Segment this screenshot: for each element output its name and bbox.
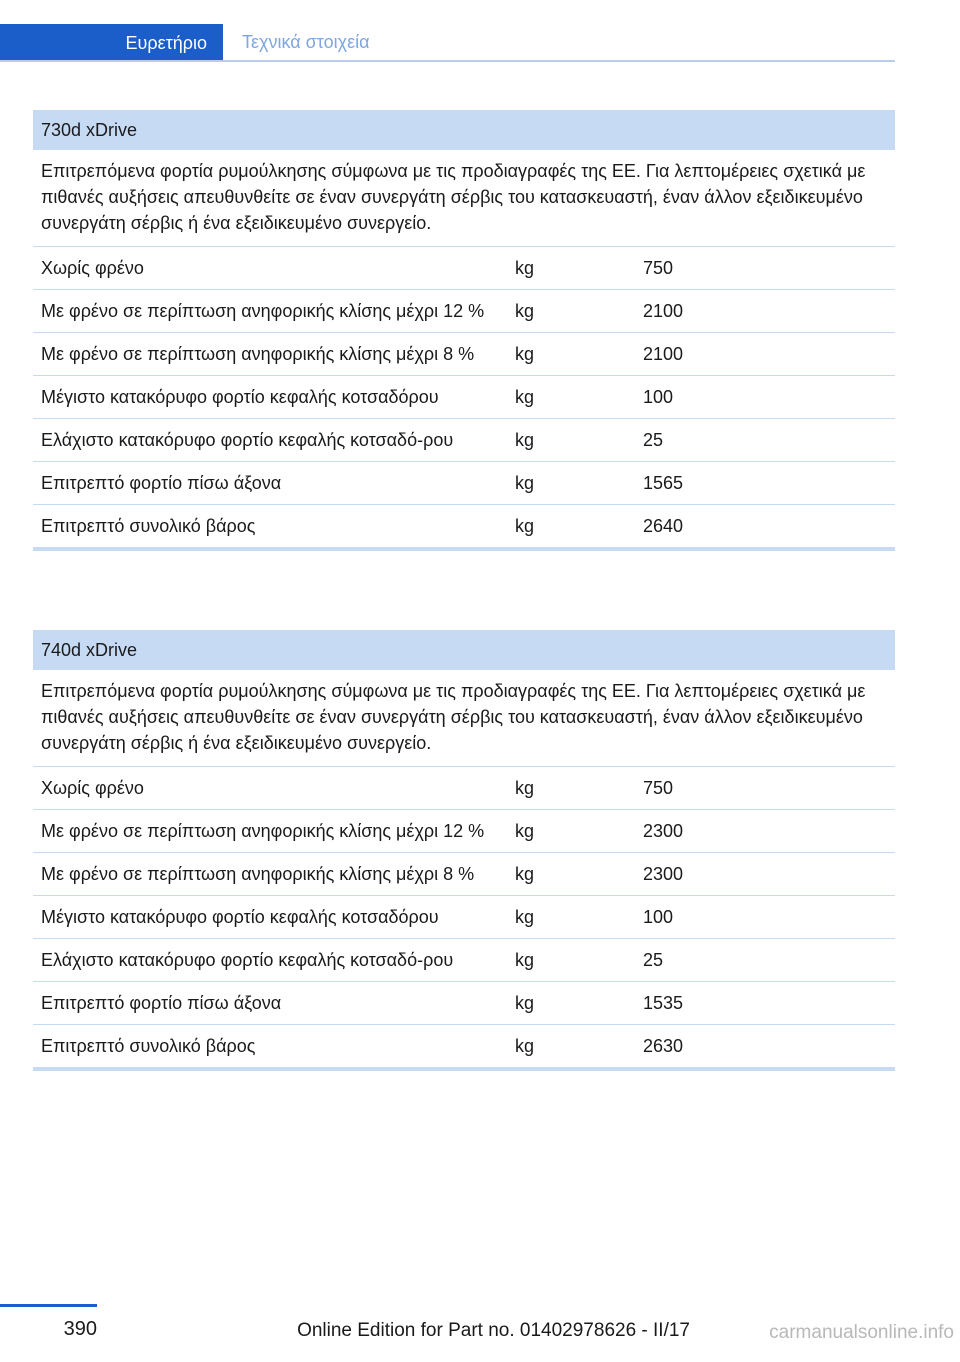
row-value: 750 — [643, 778, 674, 798]
row-unit: kg — [515, 516, 535, 536]
page-number: 390 — [63, 1318, 97, 1340]
section-end-rule — [33, 547, 895, 551]
table-row — [33, 247, 895, 290]
row-value: 2300 — [643, 864, 684, 884]
top-navigation — [0, 24, 895, 62]
table-row — [33, 333, 895, 376]
edition-note: Online Edition for Part no. 01402978626 - II/17 — [297, 1320, 690, 1341]
row-value: 1535 — [643, 993, 684, 1013]
row-unit: kg — [515, 473, 535, 493]
section-title: 740d xDrive — [33, 630, 895, 670]
row-unit: kg — [515, 864, 535, 884]
row-unit: kg — [515, 950, 535, 970]
row-unit: kg — [515, 821, 535, 841]
table-row — [33, 939, 895, 982]
tab-index[interactable] — [0, 24, 223, 62]
table-row — [33, 853, 895, 896]
row-label: Με φρένο σε περίπτωση ανηφορικής κλίσης μέχρι 12 % — [41, 821, 485, 841]
row-label: Μέγιστο κατακόρυφο φορτίο κεφαλής κοτσαδόρου — [41, 907, 439, 927]
row-unit: kg — [515, 1036, 535, 1056]
section-740d — [33, 630, 895, 1071]
row-value: 25 — [643, 950, 664, 970]
row-label: Ελάχιστο κατακόρυφο φορτίο κεφαλής κοτσαδό-ρου — [41, 950, 454, 970]
row-value: 100 — [643, 907, 674, 927]
row-label: Επιτρεπτό φορτίο πίσω άξονα — [41, 473, 282, 493]
section-end-rule — [33, 1067, 895, 1071]
row-value: 100 — [643, 387, 674, 407]
row-value: 1565 — [643, 473, 684, 493]
section-description: Επιτρεπόμενα φορτία ρυμούλκησης σύμφωνα με τις προδιαγραφές της ΕΕ. Για λεπτομέρειες σχετικά με πιθανές αυξήσεις απευθυνθείτε σε έναν συνεργάτη σέρβις του κατασκευαστή, έναν άλλον εξειδικευμένο συνεργάτη σέρβις ή ένα εξειδικευμένο συνεργείο. — [33, 150, 895, 247]
tab-technical-data[interactable] — [242, 24, 370, 60]
table-row — [33, 419, 895, 462]
section-title: 730d xDrive — [33, 110, 895, 150]
table-row — [33, 290, 895, 333]
table-row — [33, 462, 895, 505]
table-row — [33, 767, 895, 810]
row-value: 25 — [643, 430, 664, 450]
row-label: Με φρένο σε περίπτωση ανηφορικής κλίσης μέχρι 8 % — [41, 344, 475, 364]
row-label: Επιτρεπτό συνολικό βάρος — [41, 1036, 256, 1056]
table-row — [33, 896, 895, 939]
row-label: Μέγιστο κατακόρυφο φορτίο κεφαλής κοτσαδόρου — [41, 387, 439, 407]
table-row — [33, 376, 895, 419]
watermark: carmanualsonline.info — [769, 1322, 954, 1343]
row-value: 2100 — [643, 344, 684, 364]
row-unit: kg — [515, 778, 535, 798]
row-label: Χωρίς φρένο — [41, 778, 144, 798]
row-unit: kg — [515, 907, 535, 927]
row-unit: kg — [515, 344, 535, 364]
row-unit: kg — [515, 258, 535, 278]
tab-technical-data-label: Τεχνικά στοιχεία — [242, 31, 370, 52]
row-unit: kg — [515, 387, 535, 407]
row-value: 2100 — [643, 301, 684, 321]
row-label: Επιτρεπτό συνολικό βάρος — [41, 516, 256, 536]
table-row — [33, 1025, 895, 1067]
row-label: Ελάχιστο κατακόρυφο φορτίο κεφαλής κοτσαδό-ρου — [41, 430, 454, 450]
row-label: Με φρένο σε περίπτωση ανηφορικής κλίσης μέχρι 8 % — [41, 864, 475, 884]
section-730d — [33, 110, 895, 551]
table-row — [33, 810, 895, 853]
header-divider — [0, 60, 895, 62]
row-label: Με φρένο σε περίπτωση ανηφορικής κλίσης μέχρι 12 % — [41, 301, 485, 321]
row-unit: kg — [515, 301, 535, 321]
table-row — [33, 505, 895, 547]
section-description: Επιτρεπόμενα φορτία ρυμούλκησης σύμφωνα με τις προδιαγραφές της ΕΕ. Για λεπτομέρειες σχετικά με πιθανές αυξήσεις απευθυνθείτε σε έναν συνεργάτη σέρβις του κατασκευαστή, έναν άλλον εξειδικευμένο συνεργάτη σέρβις ή ένα εξειδικευμένο συνεργείο. — [33, 670, 895, 767]
row-unit: kg — [515, 430, 535, 450]
footer-rule — [0, 1304, 97, 1307]
row-value: 2300 — [643, 821, 684, 841]
row-label: Χωρίς φρένο — [41, 258, 144, 278]
row-value: 750 — [643, 258, 674, 278]
tab-index-label: Ευρετήριο — [125, 32, 207, 53]
row-value: 2640 — [643, 516, 684, 536]
table-row — [33, 982, 895, 1025]
row-value: 2630 — [643, 1036, 684, 1056]
row-unit: kg — [515, 993, 535, 1013]
row-label: Επιτρεπτό φορτίο πίσω άξονα — [41, 993, 282, 1013]
